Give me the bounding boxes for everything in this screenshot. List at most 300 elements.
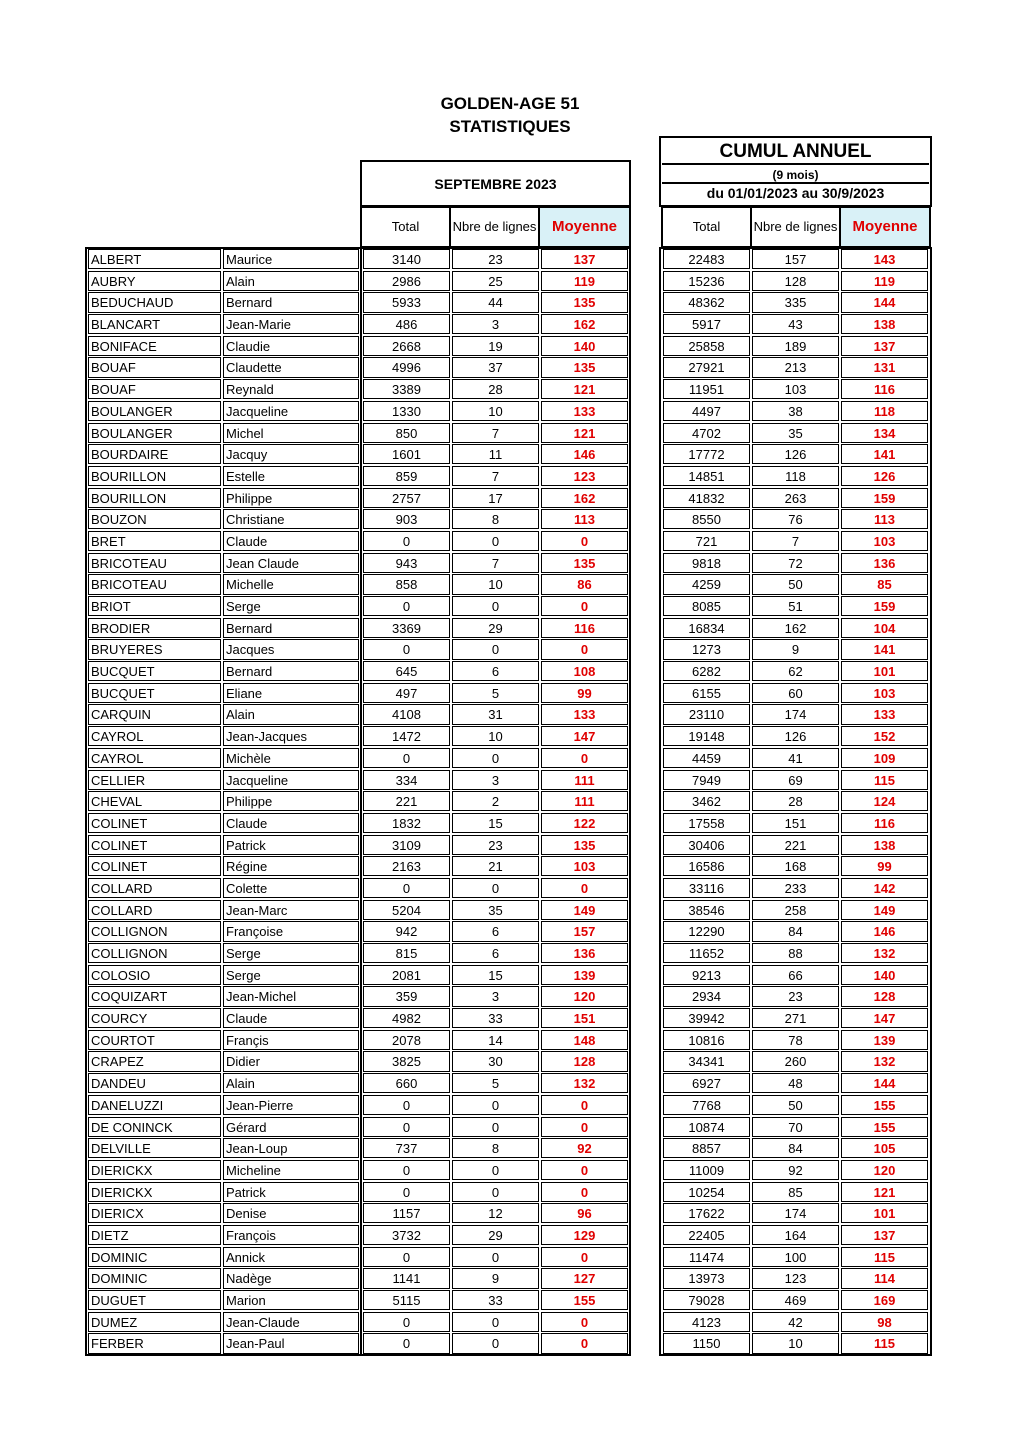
cumul-lignes-cell: 88 [752,943,839,963]
september-lignes-cell: 0 [452,1117,539,1137]
table-row [363,401,628,423]
last-name-cell: BUCQUET [88,683,221,703]
first-name-cell: Bernard [223,618,359,638]
cumul-moyenne-cell: 137 [841,1225,928,1245]
cumul-moyenne-cell: 147 [841,1008,928,1028]
september-moyenne-cell: 0 [541,1160,628,1180]
september-moyenne-cell: 135 [541,553,628,573]
cumul-lignes-cell: 66 [752,965,839,985]
last-name-cell: DUMEZ [88,1312,221,1332]
first-name-cell: Michèle [223,748,359,768]
september-moyenne-cell: 146 [541,444,628,464]
september-lignes-cell: 7 [452,466,539,486]
september-total-cell: 2163 [363,856,450,876]
table-row [363,1225,628,1247]
cumul-lignes-cell: 10 [752,1333,839,1353]
cumul-moyenne-cell: 136 [841,553,928,573]
cumul-total-cell: 5917 [663,314,750,334]
september-lignes-cell: 0 [452,596,539,616]
september-total-cell: 1330 [363,401,450,421]
september-lignes-cell: 35 [452,900,539,920]
last-name-cell: BRUYERES [88,639,221,659]
table-row [663,1095,928,1117]
first-name-cell: Philippe [223,488,359,508]
first-name-cell: Reynald [223,379,359,399]
cumul-total-cell: 25858 [663,336,750,356]
cumul-moyenne-cell: 141 [841,639,928,659]
first-name-cell: Jacqueline [223,770,359,790]
september-lignes-cell: 44 [452,292,539,312]
september-moyenne-cell: 0 [541,748,628,768]
table-row [363,835,628,857]
cumul-lignes-cell: 9 [752,639,839,659]
september-moyenne-cell: 0 [541,1117,628,1137]
table-row [663,1117,928,1139]
cumul-moyenne-cell: 144 [841,1073,928,1093]
table-row [363,249,628,271]
first-name-cell: Jean-Loup [223,1138,359,1158]
cumul-lignes-cell: 92 [752,1160,839,1180]
table-row [363,770,628,792]
september-total-cell: 2757 [363,488,450,508]
last-name-cell: COLLARD [88,900,221,920]
cumul-total-cell: 15236 [663,271,750,291]
first-name-cell: François [223,1225,359,1245]
september-lignes-cell: 5 [452,1073,539,1093]
first-name-cell: Bernard [223,661,359,681]
cumul-total-cell: 3462 [663,791,750,811]
table-row [663,639,928,661]
table-row [663,618,928,640]
cumul-lignes-cell: 84 [752,1138,839,1158]
cumul-lignes-cell: 7 [752,531,839,551]
last-name-cell: COLLARD [88,878,221,898]
column-header-moyenne: Moyenne [540,208,629,246]
table-row [663,488,928,510]
table-row [663,1268,928,1290]
table-row [363,639,628,661]
table-row [363,271,628,293]
first-name-cell: Françoise [223,921,359,941]
september-moyenne-cell: 135 [541,835,628,855]
cumul-lignes-cell: 128 [752,271,839,291]
cumul-column-headers [661,206,931,248]
september-moyenne-cell: 0 [541,639,628,659]
cumul-total-cell: 10816 [663,1030,750,1050]
cumul-lignes-cell: 28 [752,791,839,811]
table-row [88,704,359,726]
table-row [88,878,359,900]
first-name-cell: Nadège [223,1268,359,1288]
september-total-cell: 5115 [363,1290,450,1310]
september-lignes-cell: 21 [452,856,539,876]
table-row [663,813,928,835]
cumul-lignes-cell: 126 [752,726,839,746]
september-total-cell: 0 [363,531,450,551]
table-row [663,965,928,987]
table-row [88,292,359,314]
cumul-lignes-cell: 335 [752,292,839,312]
table-row [363,726,628,748]
table-row [363,1268,628,1290]
september-moyenne-cell: 113 [541,509,628,529]
cumul-moyenne-cell: 159 [841,488,928,508]
cumul-lignes-cell: 23 [752,986,839,1006]
cumul-total-cell: 48362 [663,292,750,312]
september-lignes-cell: 7 [452,423,539,443]
cumul-total-cell: 17558 [663,813,750,833]
table-row [363,423,628,445]
cumul-moyenne-cell: 126 [841,466,928,486]
table-row [363,444,628,466]
cumul-total-cell: 9818 [663,553,750,573]
table-row [663,1312,928,1334]
first-name-cell: Bernard [223,292,359,312]
table-row [363,336,628,358]
table-row [663,1030,928,1052]
cumul-lignes-cell: 221 [752,835,839,855]
table-row [88,1138,359,1160]
table-row [88,379,359,401]
cumul-total-cell: 7768 [663,1095,750,1115]
first-name-cell: Patrick [223,835,359,855]
cumul-lignes-cell: 168 [752,856,839,876]
september-total-cell: 859 [363,466,450,486]
september-lignes-cell: 8 [452,509,539,529]
september-lignes-cell: 0 [452,1182,539,1202]
table-row [363,661,628,683]
table-row [363,1333,628,1355]
cumul-moyenne-cell: 114 [841,1268,928,1288]
cumul-moyenne-cell: 101 [841,661,928,681]
last-name-cell: CAYROL [88,748,221,768]
september-total-cell: 2078 [363,1030,450,1050]
september-lignes-cell: 31 [452,704,539,724]
first-name-cell: Jacquy [223,444,359,464]
cumul-moyenne-cell: 104 [841,618,928,638]
september-total-cell: 3825 [363,1051,450,1071]
table-row [363,683,628,705]
september-moyenne-cell: 162 [541,314,628,334]
table-row [663,1247,928,1269]
cumul-lignes-cell: 174 [752,704,839,724]
september-total-cell: 2081 [363,965,450,985]
september-total-cell: 4108 [363,704,450,724]
first-name-cell: Jean-Marc [223,900,359,920]
cumul-total-cell: 16586 [663,856,750,876]
first-name-cell: Jean Claude [223,553,359,573]
last-name-cell: BOURDAIRE [88,444,221,464]
september-moyenne-cell: 149 [541,900,628,920]
table-row [663,509,928,531]
september-column-headers [360,206,631,248]
september-lignes-cell: 2 [452,791,539,811]
first-name-cell: Alain [223,704,359,724]
cumul-lignes-cell: 50 [752,1095,839,1115]
september-total-cell: 1832 [363,813,450,833]
cumul-total-cell: 39942 [663,1008,750,1028]
cumul-total-cell: 16834 [663,618,750,638]
table-row [88,271,359,293]
first-name-cell: Didier [223,1051,359,1071]
september-lignes-cell: 19 [452,336,539,356]
table-row [88,488,359,510]
september-lignes-cell: 15 [452,813,539,833]
last-name-cell: COLINET [88,835,221,855]
cumul-total-cell: 34341 [663,1051,750,1071]
september-total-cell: 1472 [363,726,450,746]
cumul-moyenne-cell: 98 [841,1312,928,1332]
cumul-moyenne-cell: 140 [841,965,928,985]
last-name-cell: BOUAF [88,357,221,377]
cumul-moyenne-cell: 103 [841,531,928,551]
table-row [663,1182,928,1204]
cumul-months: (9 mois) [662,166,929,184]
page-subtitle: STATISTIQUES [449,117,571,136]
first-name-cell: Jean-Marie [223,314,359,334]
cumul-moyenne-cell: 137 [841,336,928,356]
september-total-cell: 942 [363,921,450,941]
september-moyenne-cell: 155 [541,1290,628,1310]
september-lignes-cell: 11 [452,444,539,464]
last-name-cell: CRAPEZ [88,1051,221,1071]
table-row [663,770,928,792]
table-row [88,531,359,553]
column-header-total: Total [663,208,752,246]
september-header: SEPTEMBRE 2023 [360,160,631,207]
table-row [88,900,359,922]
table-row [88,726,359,748]
september-moyenne-cell: 92 [541,1138,628,1158]
table-row [88,618,359,640]
table-row [88,921,359,943]
september-moyenne-cell: 135 [541,292,628,312]
cumul-total-cell: 8085 [663,596,750,616]
cumul-moyenne-cell: 116 [841,813,928,833]
table-row [363,292,628,314]
cumul-moyenne-cell: 138 [841,314,928,334]
last-name-cell: CAYROL [88,726,221,746]
cumul-moyenne-cell: 115 [841,1333,928,1353]
last-name-cell: ALBERT [88,249,221,269]
table-row [88,1225,359,1247]
table-row [363,379,628,401]
september-lignes-cell: 17 [452,488,539,508]
cumul-lignes-cell: 162 [752,618,839,638]
table-row [88,1312,359,1334]
september-lignes-cell: 23 [452,249,539,269]
first-name-cell: Michelle [223,574,359,594]
cumul-total-cell: 38546 [663,900,750,920]
last-name-cell: COLINET [88,813,221,833]
cumul-total-cell: 10254 [663,1182,750,1202]
first-name-cell: Jean-Pierre [223,1095,359,1115]
table-row [663,1290,928,1312]
september-lignes-cell: 0 [452,639,539,659]
cumul-lignes-cell: 41 [752,748,839,768]
cumul-lignes-cell: 60 [752,683,839,703]
september-total-cell: 815 [363,943,450,963]
table-row [363,791,628,813]
first-name-cell: Marion [223,1290,359,1310]
table-row [88,466,359,488]
last-name-cell: DIERICKX [88,1160,221,1180]
september-moyenne-cell: 132 [541,1073,628,1093]
september-lignes-cell: 10 [452,574,539,594]
table-row [363,748,628,770]
cumul-table [663,249,928,1355]
column-header-moyenne: Moyenne [841,208,929,246]
cumul-total-cell: 14851 [663,466,750,486]
september-moyenne-cell: 162 [541,488,628,508]
september-lignes-cell: 6 [452,661,539,681]
table-row [88,553,359,575]
cumul-lignes-cell: 151 [752,813,839,833]
last-name-cell: FERBER [88,1333,221,1353]
september-lignes-cell: 3 [452,314,539,334]
table-row [88,249,359,271]
cumul-moyenne-cell: 144 [841,292,928,312]
table-row [663,1225,928,1247]
cumul-moyenne-cell: 132 [841,943,928,963]
cumul-moyenne-cell: 116 [841,379,928,399]
table-row [663,1008,928,1030]
table-row [88,1030,359,1052]
table-row [363,1073,628,1095]
table-row [88,1117,359,1139]
table-row [88,1182,359,1204]
table-row [363,813,628,835]
first-name-cell: Christiane [223,509,359,529]
september-lignes-cell: 37 [452,357,539,377]
september-total-cell: 0 [363,1182,450,1202]
cumul-total-cell: 7949 [663,770,750,790]
cumul-moyenne-cell: 138 [841,835,928,855]
cumul-lignes-cell: 51 [752,596,839,616]
september-lignes-cell: 0 [452,1333,539,1353]
table-row [88,748,359,770]
september-total-cell: 0 [363,596,450,616]
table-row [663,423,928,445]
cumul-total-cell: 41832 [663,488,750,508]
september-moyenne-cell: 128 [541,1051,628,1071]
cumul-moyenne-cell: 142 [841,878,928,898]
cumul-lignes-cell: 157 [752,249,839,269]
september-lignes-cell: 12 [452,1203,539,1223]
table-row [88,401,359,423]
table-row [88,1203,359,1225]
table-row [363,1290,628,1312]
table-row [363,596,628,618]
september-moyenne-cell: 116 [541,618,628,638]
cumul-moyenne-cell: 115 [841,1247,928,1267]
last-name-cell: BOULANGER [88,423,221,443]
first-name-cell: Annick [223,1247,359,1267]
first-name-cell: Micheline [223,1160,359,1180]
last-name-cell: BUCQUET [88,661,221,681]
september-total-cell: 221 [363,791,450,811]
table-row [663,271,928,293]
september-moyenne-cell: 139 [541,965,628,985]
cumul-total-cell: 23110 [663,704,750,724]
cumul-total-cell: 4459 [663,748,750,768]
table-row [363,1160,628,1182]
cumul-lignes-cell: 258 [752,900,839,920]
september-total-cell: 660 [363,1073,450,1093]
cumul-total-cell: 79028 [663,1290,750,1310]
cumul-lignes-cell: 85 [752,1182,839,1202]
last-name-cell: BONIFACE [88,336,221,356]
september-lignes-cell: 10 [452,726,539,746]
cumul-moyenne-cell: 109 [841,748,928,768]
table-row [663,336,928,358]
cumul-total-cell: 11474 [663,1247,750,1267]
cumul-lignes-cell: 118 [752,466,839,486]
september-lignes-cell: 25 [452,271,539,291]
september-total-cell: 3140 [363,249,450,269]
first-name-cell: Françis [223,1030,359,1050]
last-name-cell: BOULANGER [88,401,221,421]
cumul-moyenne-cell: 105 [841,1138,928,1158]
cumul-date-range: du 01/01/2023 au 30/9/2023 [706,185,885,201]
september-lignes-cell: 0 [452,878,539,898]
cumul-lignes-cell: 69 [752,770,839,790]
table-row [88,1008,359,1030]
september-table [363,249,628,1355]
cumul-moyenne-cell: 133 [841,704,928,724]
table-row [363,531,628,553]
cumul-total-cell: 1273 [663,639,750,659]
september-total-cell: 850 [363,423,450,443]
september-moyenne-cell: 96 [541,1203,628,1223]
september-lignes-cell: 8 [452,1138,539,1158]
first-name-cell: Claude [223,531,359,551]
september-moyenne-cell: 108 [541,661,628,681]
table-row [663,401,928,423]
cumul-moyenne-cell: 99 [841,856,928,876]
table-row [363,1247,628,1269]
cumul-moyenne-cell: 103 [841,683,928,703]
cumul-lignes-cell: 43 [752,314,839,334]
last-name-cell: DIETZ [88,1225,221,1245]
table-row [663,1203,928,1225]
september-moyenne-cell: 0 [541,1333,628,1353]
cumul-total-cell: 6155 [663,683,750,703]
september-lignes-cell: 29 [452,1225,539,1245]
september-total-cell: 0 [363,639,450,659]
cumul-lignes-cell: 103 [752,379,839,399]
cumul-total-cell: 12290 [663,921,750,941]
cumul-title: CUMUL ANNUEL [662,139,929,165]
cumul-header [659,136,932,207]
table-row [363,1051,628,1073]
september-lignes-cell: 33 [452,1290,539,1310]
table-row [663,292,928,314]
table-row [363,943,628,965]
table-row [88,1333,359,1355]
september-total-cell: 3109 [363,835,450,855]
last-name-cell: BOUZON [88,509,221,529]
cumul-total-cell: 4259 [663,574,750,594]
table-row [363,1203,628,1225]
table-row [663,1333,928,1355]
cumul-lignes-cell: 263 [752,488,839,508]
last-name-cell: BRODIER [88,618,221,638]
last-name-cell: DUGUET [88,1290,221,1310]
table-row [88,596,359,618]
september-moyenne-cell: 121 [541,423,628,443]
cumul-total-cell: 721 [663,531,750,551]
